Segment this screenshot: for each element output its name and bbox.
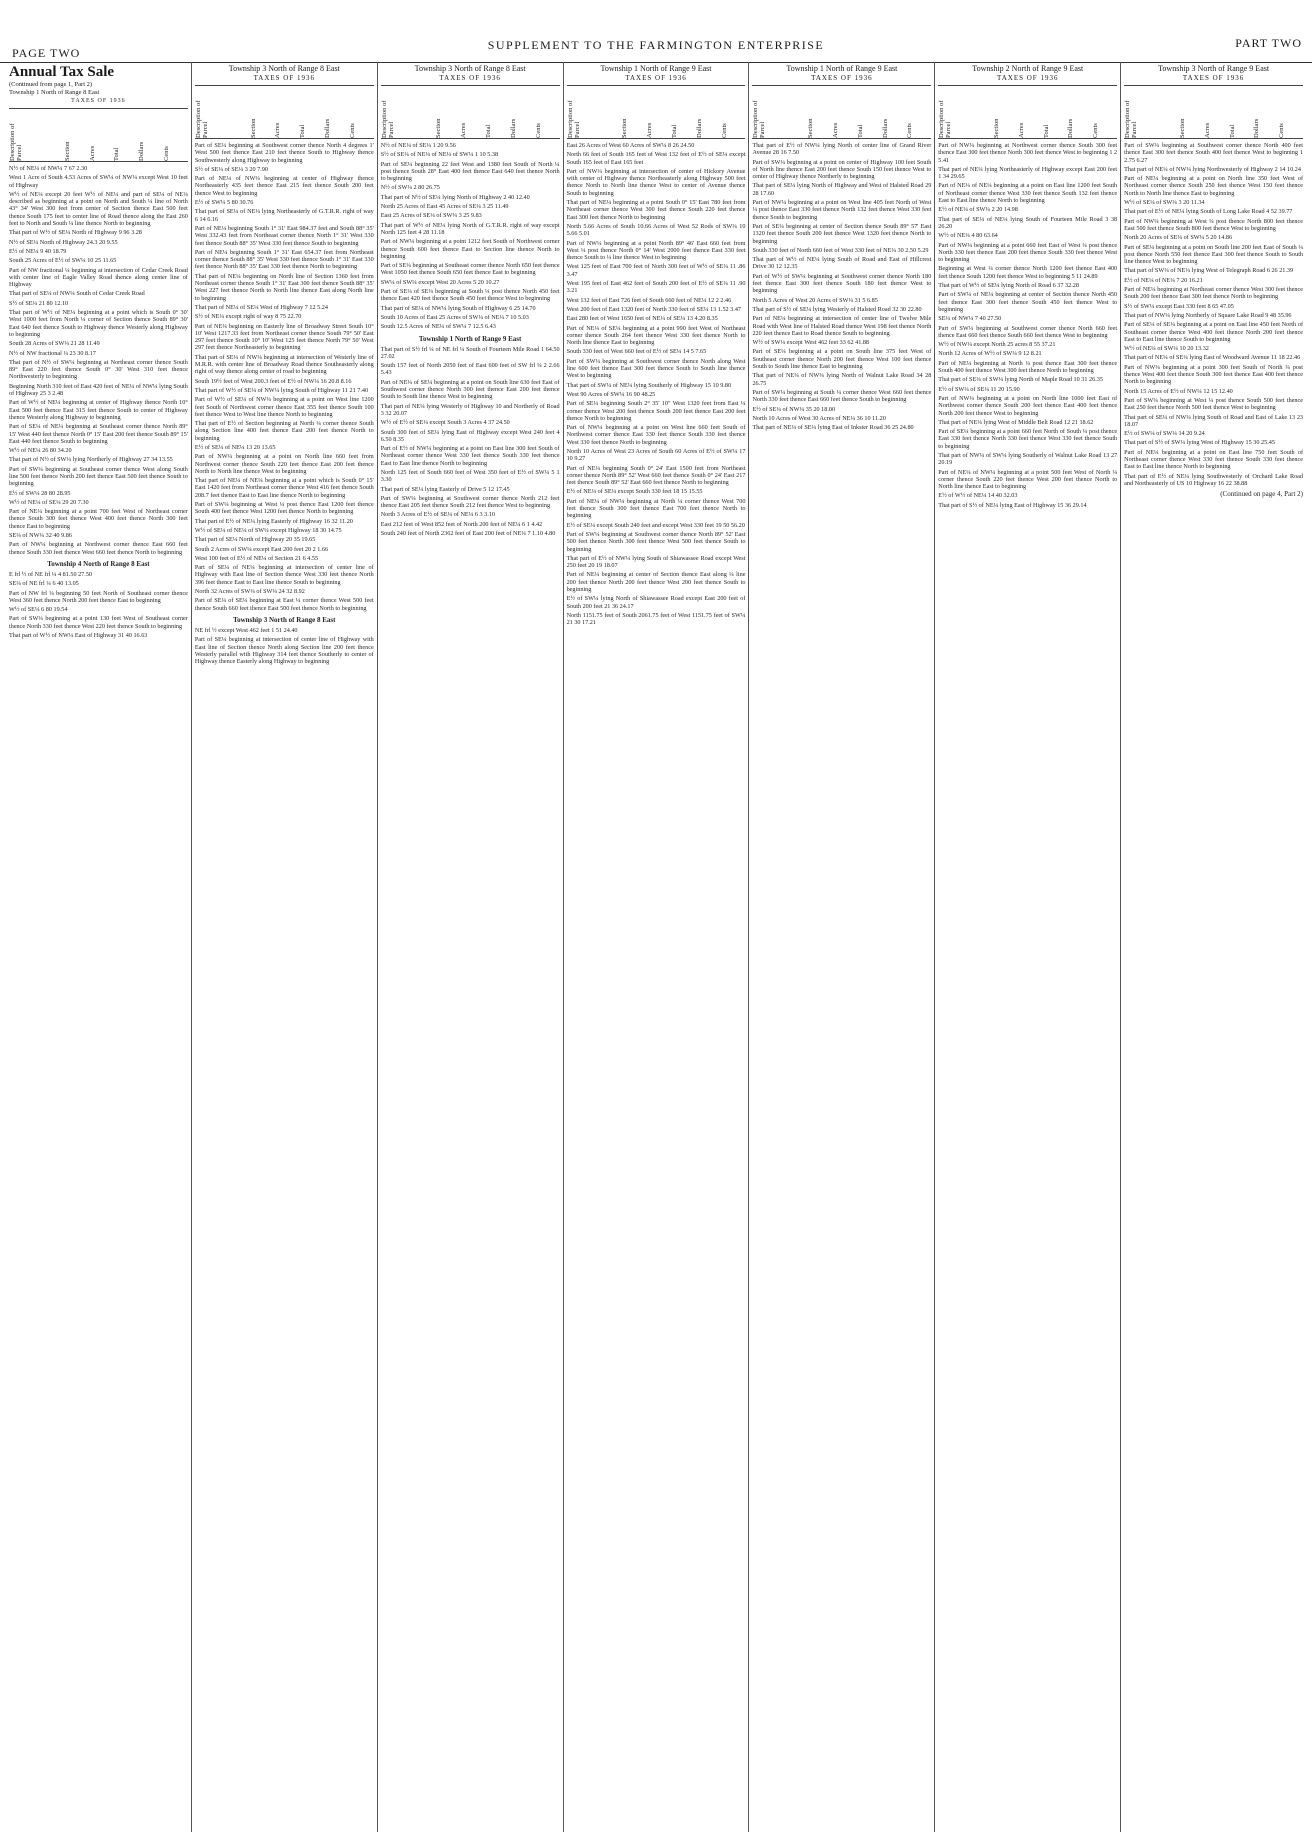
tax-listing-entry: Part of SW¼ beginning at a point 130 feet West of Southeast corner thence North 330 feet thence West 220 feet thence South to beginning — [9, 615, 188, 630]
tax-listing-entry: North 125 feet of South 660 feet of West 350 feet of E½ of SW¼ 5 1 3.30 — [380, 468, 560, 484]
section-header: Section — [621, 118, 629, 138]
tax-listing-entry: North 10 Acres of West 23 Acres of South 60 Acres of E½ of SW¼ 17 10 9.27 — [566, 447, 746, 463]
description-header: Description of Parcel — [752, 100, 767, 138]
tax-listing-entry: That part of NE¼ beginning at a point South 0° 15' East 780 feet from Northeast corner thence West 300 feet thence South 220 feet thence East 300 feet thence North to beginning — [566, 199, 746, 221]
total-header: Total — [856, 124, 864, 138]
tax-listing-entry: E½ of SW¼ of SW¼ 14 20 9.24 — [1124, 430, 1205, 438]
page-number-label: PAGE TWO — [12, 46, 81, 60]
tax-listing-entry: Part of SW¼ beginning at Southwest corner thence North along West line 600 feet thence East 300 feet thence South to South line thence West to beginning — [566, 357, 746, 380]
masthead-continued: (Continued from page 1, Part 2) — [9, 81, 93, 88]
tax-listing-entry: S½ of SW¼ except East 330 feet 8 65 47.05 — [1124, 302, 1234, 310]
tax-column-3 — [378, 62, 564, 1832]
tax-listing-entry: South 12.5 Acres of NE¼ of SW¼ 7 12.5 6.43 — [380, 323, 496, 331]
column-taxes-year: TAXES OF 1936 — [253, 74, 316, 82]
tax-listing-entry: Part of W½ of SW¼ beginning at Southwest corner thence North 180 feet thence East 300 feet thence South 180 feet thence West to beginning — [752, 272, 932, 295]
tax-listing-entry: Part of E½ of NW¼ beginning at a point on East line 300 feet South of Northeast corner thence West 330 feet thence South 330 feet thence East to East line thence North to beginning — [380, 445, 560, 467]
tax-listing-entry: W½ of SE¼ of NE¼ of SW¼ except Highway 18 30 14.75 — [194, 526, 342, 534]
cents-header: Cents — [1278, 123, 1286, 138]
column-heading: Township 3 North of Range 8 East — [414, 64, 526, 73]
tax-listing-entry: That part of SE¼ of NW¼ lying South of Road and East of Lake 13 23 18.07 — [1124, 413, 1304, 428]
tax-listing-entry: That part of N½ of SW¼ beginning at Northeast corner thence South 89° East 220 feet thence South 0° 30' West 310 feet thence Northwesterly to beginning — [9, 358, 188, 381]
description-header: Description of Parcel — [194, 100, 209, 138]
tax-listing-entry: That part of NE¼ of NW¼ lying North of Walnut Lake Road 34 28 26.75 — [752, 372, 932, 387]
tax-listing-entry: SE¼ of NE frl ¼ 6 40 13.05 — [9, 580, 79, 588]
section-header: Section — [807, 118, 815, 138]
cents-header: Cents — [534, 123, 542, 138]
tax-listing-entry: That part of E½ of Section beginning at North ¼ corner thence South along Section line 400 feet thence East 200 feet thence North to beginning — [194, 420, 374, 442]
tax-listing-entry: Part of NW fractional ¼ beginning at intersection of Cedar Creek Road with center line of Eagle Valley Road thence along center line of Highway — [9, 266, 188, 289]
tax-listing-entry: Part of NE¼ of NW¼ beginning at a point 500 feet West of North ¼ corner thence South 220 feet thence West 200 feet thence North to North line thence East to beginning — [938, 468, 1118, 491]
column-taxes-year: TAXES OF 1936 — [625, 74, 687, 82]
tax-column-2 — [192, 62, 378, 1832]
tax-listing-entry: That part of NW¼ lying Northerly of Square Lake Road 9 48 35.96 — [1124, 311, 1292, 319]
tax-listing-entry: That part of W½ of SE¼ of NW¼ lying South of Highway 11 21 7.40 — [194, 386, 369, 394]
tax-listing-entry: North 5.66 Acres of South 10.66 Acres of West 52 Rods of SW¼ 10 5.66 5.01 — [566, 222, 746, 238]
tax-listing-entry: S½ of SE¼ of NE¼ of NE¼ of SW¼ 1 10 5.38 — [380, 151, 499, 159]
tax-listing-entry: Part of SW¼ beginning at a point on center of Highway 100 feet South of North line thence East 200 feet thence South 150 feet thence West to center of Highway thence Northerly to beginning — [752, 158, 932, 181]
tax-listing-entry: Part of NW¼ beginning at a point on North line 660 feet from Northwest corner thence South 220 feet thence East 200 feet thence North to North line thence West to beginning — [194, 453, 374, 475]
tax-listing-entry: W½ of SE¼ 6 80 19.54 — [9, 606, 68, 614]
tax-listing-entry: That part of SE¼ of SW¼ lying North of Maple Road 10 31 26.35 — [938, 376, 1103, 384]
tax-listing-entry: West 195 feet of East 462 feet of South 200 feet of E½ of SE¼ 11 .90 3.21 — [566, 280, 746, 295]
tax-listing-entry: Part of SE¼ beginning at a point on South line 200 feet East of South ¼ post thence North 550 feet thence East 300 feet thence South to South line thence West to beginning — [1124, 243, 1304, 266]
dollars-header: Dollars — [695, 118, 703, 138]
tax-listing-entry: Part of NE¼ of NE¼ beginning at a point on East line 1200 feet South of Northeast corner thence West 330 feet thence South 132 feet thence East to East line thence North to beginning — [938, 182, 1118, 205]
tax-listing-entry: Part of NW¼ beginning at a point 660 feet East of West ¼ post thence North 330 feet thence East 200 feet thence South 330 feet thence West to beginning — [938, 241, 1118, 264]
tax-listing-entry: W½ of E½ of SE¼ except South 3 Acres 4 37 24.50 — [380, 419, 510, 427]
tax-listing-entry: Part of SE¼ beginning at Southeast corner thence North 650 feet thence West 1050 feet thence South 650 feet thence East to beginning — [380, 262, 560, 277]
tax-listing-entry: East 212 feet of West 852 feet of North 200 feet of NE¼ 6 1 4.42 — [380, 520, 543, 528]
tax-column-5 — [749, 62, 935, 1832]
tax-listing-entry: Part of NE¼ beginning on Easterly line of Broadway Street South 10° 10' West 1217.33 feet from Northeast corner thence South 79° 50' East 297 feet thence South 10° 10' West 125 feet thence North 79° 50' West 297 feet thence Northeasterly to beginning — [194, 322, 374, 352]
tax-listing-entry: SW¼ of SW¼ except West 20 Acres 5 20 10.27 — [380, 278, 500, 286]
tax-listing-entry: Part of NE¼ beginning South 1° 31' East 984.37 feet and South 88° 35' West 332.43 feet from Northeast corner thence North 1° 31' West 330 feet thence South 88° 35' West 330 feet thence South to beginning — [194, 224, 374, 247]
tax-listing-entry: That part of SE¼ of NW¼ beginning at intersection of Westerly line of M.R.R. with center line of Broadway Road thence Southeasterly along right of way thence along center of road to beginning — [194, 353, 374, 376]
tax-listing-entry: Part of SE¼ beginning at center of Section thence South 89° 57' East 1320 feet thence South 200 feet thence West 1320 feet thence North to beginning — [752, 222, 932, 245]
tax-listing-entry: N½ of SW¼ 2 80 26.75 — [380, 184, 440, 192]
tax-listing-entry: That part of N½ of SW¼ lying Northerly of Highway 27 34 13.55 — [9, 456, 173, 464]
dollars-header: Dollars — [1067, 118, 1075, 138]
tax-listing-entry: Part of NW frl ¼ beginning 50 feet North of Southeast corner thence West 360 feet thence North 200 feet thence East to beginning — [9, 589, 188, 604]
acres-header: Acres — [460, 122, 468, 138]
column-heading: Township 1 North of Range 9 East — [600, 64, 712, 73]
tax-listing-entry: That part of NE¼ of SE¼ West of Highway 7 12 5.24 — [194, 303, 328, 311]
tax-listing-entry: That part of NE¼ of SE¼ lying East of Inkster Road 36 25 24.80 — [752, 424, 914, 432]
tax-listing-entry: Part of NW¼ beginning at a point on North line 1000 feet East of Northwest corner thence South 200 feet thence East 400 feet thence North 200 feet thence West to beginning — [938, 394, 1118, 417]
column-header-row — [9, 108, 188, 162]
dollars-header: Dollars — [138, 141, 146, 161]
column-header-row — [1124, 85, 1303, 139]
tax-listing-entry: That part of NE¼ lying Northeasterly of Highway except East 200 feet 1 34 29.65 — [938, 165, 1118, 181]
tax-listing-entry: North 20 Acres of SE¼ of SW¼ 5 20 14.86 — [1124, 234, 1233, 242]
tax-listing-entry: NE frl ½ except West 462 feet 1 51 24.40 — [194, 626, 298, 634]
tax-listing-entry: E½ of SE¼ of NW¼ 35 20 18.00 — [752, 405, 836, 413]
description-header: Description of Parcel — [1124, 100, 1139, 138]
tax-listing-entry: North 25 Acres of East 45 Acres of SE¼ 3 25 11.49 — [380, 203, 509, 211]
tax-listing-entry: That part of SE¼ lying North of Highway and West of Halsted Road 29 28 17.60 — [752, 182, 932, 197]
column-heading: Township 3 North of Range 9 East — [1158, 64, 1270, 73]
tax-listing-entry: Part of SE¼ of SE¼ beginning at South ¼ post thence North 450 feet thence East 420 feet thence South 450 feet thence West to beginning — [380, 288, 560, 303]
column-taxes-year: TAXES OF 1936 — [439, 74, 501, 82]
tax-listing-entry: Beginning North 310 feet of East 420 feet of NE¼ of NW¼ lying South of Highway 25 3 2.48 — [9, 382, 188, 398]
tax-listing-entry: Part of SE¼ of SE¼ beginning at East ¼ corner thence West 500 feet thence South 660 feet thence East 500 feet thence North to beginning — [194, 597, 374, 612]
tax-listing-entry: E½ of SW¼ 28 80 28.95 — [9, 489, 71, 497]
column-header-row — [752, 85, 931, 139]
column-header-row — [381, 85, 560, 139]
tax-listing-entry: S½ of SE¼ 21 80 12.10 — [9, 299, 69, 307]
township-subheading: Township 1 North of Range 9 East — [418, 334, 522, 343]
tax-listing-entry: That part of W½ of NE¼ lying North of G.T.R.R. right of way except North 125 feet 4 28 11.18 — [380, 221, 560, 236]
tax-listing-entry: That part of NE¼ of NE¼ beginning at a point which is South 0° 15' East 1420 feet from Northeast corner thence West 416 feet thence South 208.7 feet thence East to East line thence North to beginning — [194, 477, 374, 499]
tax-listing-entry: Part of NE¼ of NW¼ beginning at North ¼ corner thence West 700 feet thence South 300 feet thence East 700 feet thence North to beginning — [566, 497, 746, 520]
tax-listing-entry: Part of NW¼ beginning at West ¼ post thence North 800 feet thence East 500 feet thence South 800 feet thence West to beginning — [1124, 217, 1304, 232]
tax-listing-entry: North 1151.75 feet of South 2061.75 feet of West 1151.75 feet of SW¼ 21 30 17.21 — [566, 611, 746, 627]
tax-listing-entry: Part of NE¼ of NW¼ beginning at center of Highway thence Northeasterly 435 feet thence East 215 feet thence South 200 feet thence West to beginning — [194, 175, 374, 197]
page-header — [0, 0, 1312, 63]
tax-listing-entry: West 90 Acres of SW¼ 16 90 48.25 — [566, 390, 656, 398]
tax-listing-entry: Part of NE¼ of SE¼ beginning at a point 990 feet West of Northeast corner thence South 264 feet thence West 330 feet thence North to North line thence East to beginning — [566, 324, 746, 347]
tax-listing-entry: South 330 feet of North 660 feet of West 330 feet of NE¼ 30 2.50 5.29 — [752, 246, 929, 254]
listing-body — [381, 142, 560, 537]
tax-listing-entry: Part of SE¼ of SE¼ beginning at a point on East line 450 feet North of Southeast corner thence West 400 feet thence North 200 feet thence East to East line thence South to beginning — [1124, 321, 1304, 343]
tax-listing-entry: That part of S½ of NE¼ lying East of Highway 15 36 29.14 — [938, 501, 1087, 509]
tax-listing-entry: Part of SE¼ beginning at a point 660 feet North of South ¼ post thence East 330 feet thence North 330 feet thence West 330 feet thence South to beginning — [938, 428, 1118, 450]
tax-listing-entry: West 100 feet of E½ of NE¼ of Section 21 6 4.55 — [194, 554, 319, 562]
tax-listing-entry: Part of NE¼ beginning at Northeast corner thence West 300 feet thence South 200 feet thence East 300 feet thence North to beginning — [1124, 286, 1304, 301]
tax-listing-entry: North 12 Acres of W½ of SW¼ 9 12 8.21 — [938, 350, 1042, 358]
tax-listing-entry: That part of W½ of SE¼ North of Highway 9 96 3.28 — [9, 229, 142, 237]
description-header: Description of Parcel — [9, 123, 23, 161]
tax-listing-entry: That part of N½ of SE¼ lying North of Highway 2 40 12.40 — [380, 193, 530, 201]
tax-listing-entry: That part of NE¼ of NW¼ lying Northwesterly of Highway 2 14 10.24 — [1124, 165, 1301, 173]
tax-listing-entry: E½ of SW¼ lying North of Shiawassee Road except East 200 feet of South 200 feet 21 36 24.17 — [566, 595, 746, 610]
column-heading: Township 1 North of Range 9 East — [786, 64, 898, 73]
tax-listing-entry: W½ of NE¼ 26 80 34.20 — [9, 447, 72, 455]
tax-listing-entry: That part of SW¼ of NE¼ lying West of Telegraph Road 6 26 21.39 — [1124, 267, 1294, 275]
tax-listing-entry: Part of SE¼ of NE¼ beginning at Southeast corner thence North 89° 15' West 440 feet thence North 0° 15' East 200 feet thence South 89° 15' East 440 feet thence South to beginning — [9, 423, 188, 445]
tax-listing-entry: South 25 Acres of E½ of SW¼ 10 25 11.65 — [9, 257, 117, 265]
tax-listing-entry: That part of SE¼ of NE¼ lying South of Fourteen Mile Road 3 38 26.20 — [938, 215, 1118, 230]
tax-listing-entry: S½ of NE¼ except right of way 8 75 22.70 — [194, 313, 302, 321]
tax-listing-entry: E½ of NE¼ of SE¼ except South 330 feet 18 15 15.55 — [566, 488, 703, 496]
column-taxes-year: TAXES OF 1936 — [997, 74, 1059, 82]
listing-body — [938, 142, 1117, 509]
tax-listing-entry: W½ of SW¼ except West 462 feet 33 62 41.88 — [752, 339, 870, 347]
section-header: Section — [992, 118, 1000, 138]
tax-listing-entry: That part of NE¼ beginning on North line of Section 1360 feet from Northeast corner thence South 1° 31' East 300 feet thence South 88° 35' West 227 feet thence North to North line thence East along North line to beginning — [194, 272, 374, 302]
tax-listing-entry: That part of S½ of SE¼ lying Westerly of Halsted Road 32 30 22.80 — [752, 305, 922, 313]
masthead-taxes-year: TAXES OF 1936 — [71, 98, 126, 104]
tax-column-7 — [1121, 62, 1306, 1832]
tax-listing-entry: That part of E½ of NE¼ lying South of Long Lake Road 4 52 39.77 — [1124, 208, 1293, 216]
tax-listing-entry: Beginning at West ¼ corner thence North 1200 feet thence East 400 feet thence South 1200 feet thence West to beginning 5 11 24.89 — [938, 265, 1118, 280]
total-header: Total — [299, 124, 307, 138]
tax-listing-entry: E½ of SW¼ of SE¼ 11 20 15.90 — [938, 385, 1020, 393]
tax-column-6 — [935, 62, 1121, 1832]
tax-listing-entry: Part of NW¼ beginning at Northwest corner thence East 660 feet thence South 330 feet thence West 660 feet thence North to beginning — [9, 541, 188, 556]
section-header: Section — [1178, 118, 1186, 138]
township-subheading: Township 3 North of Range 8 East — [233, 615, 336, 624]
tax-listing-entry: North 32 Acres of SW¼ of SW¼ 24 32 8.92 — [194, 588, 305, 596]
tax-listing-entry: Part of NW¼ beginning at a point 300 feet South of North ¼ post thence West 400 feet thence South 300 feet thence East 400 feet thence North to beginning — [1124, 363, 1304, 386]
tax-listing-entry: South 28 Acres of SW¼ 21 28 11.49 — [9, 340, 100, 348]
section-header: Section — [435, 118, 443, 138]
acres-header: Acres — [1203, 122, 1211, 138]
tax-listing-entry: Part of SW¼ beginning at Southwest corner thence North 89° 52' East 500 feet thence North 300 feet thence West 500 feet thence South to beginning — [566, 530, 746, 553]
tax-listing-entry: E frl ½ of NE frl ¼ 4 81.50 27.50 — [9, 570, 93, 578]
part-label: PART TWO — [1235, 36, 1302, 50]
description-header: Description of Parcel — [380, 100, 395, 138]
tax-listing-entry: Part of NE¼ beginning at a point 700 feet West of Northeast corner thence South 300 feet thence West 400 feet thence North 300 feet thence East to beginning — [9, 508, 188, 530]
tax-listing-entry: South 300 feet of SE¼ lying East of Highway except West 240 feet 4 6.50 8.35 — [380, 428, 560, 443]
tax-listing-entry: Part of SE¼ beginning 22 feet West and 1380 feet South of North ¼ post thence South 28° East 400 feet thence East 640 feet thence North to beginning — [380, 160, 560, 183]
tax-listing-entry: N½ of NW fractional ¼ 23 30 8.17 — [9, 349, 96, 357]
dollars-header: Dollars — [509, 118, 517, 138]
tax-listing-entry: E½ of W½ of NE¼ 14 40 32.03 — [938, 492, 1018, 500]
tax-listing-entry: West 1 Acre of South 4.53 Acres of SW¼ of NW¼ except West 10 feet of Highway — [9, 174, 188, 189]
dollars-header: Dollars — [1253, 118, 1261, 138]
column-taxes-year: TAXES OF 1936 — [811, 74, 873, 82]
township-subheading: Township 4 North of Range 8 East — [47, 559, 150, 568]
total-header: Total — [1228, 124, 1236, 138]
acres-header: Acres — [274, 122, 282, 138]
tax-listing-entry: East 280 feet of West 1650 feet of NE¼ of SE¼ 13 4.20 8.35 — [566, 315, 718, 323]
cents-header: Cents — [720, 123, 728, 138]
tax-listing-entry: That part of SE¼ North of Highway 20 35 19.65 — [194, 536, 316, 544]
tax-listing-entry: That part of E½ of NW¼ lying South of Shiawassee Road except West 250 feet 20 19 18.07 — [566, 554, 746, 570]
tax-listing-entry: That part of E½ of NW¼ lying North of center line of Grand River Avenue 28 16 7.50 — [752, 142, 932, 157]
tax-listing-entry: That part of W½ of NW¼ East of Highway 31 40 16.63 — [9, 632, 148, 640]
tax-listing-entry: N½ of SE¼ North of Highway 24.3 20 9.55 — [9, 238, 118, 246]
listing-body — [752, 142, 931, 431]
column-heading: Township 3 North of Range 8 East — [228, 64, 340, 73]
cents-header: Cents — [163, 146, 171, 161]
tax-listing-entry: W½ of SE¼ of SW¼ 3 20 11.34 — [1124, 199, 1205, 207]
tax-listing-entry: Part of SE¼ beginning South 2° 35' 10" West 1320 feet from East ¼ corner thence West 200 feet thence South 200 feet thence East 200 feet thence North to beginning — [566, 400, 746, 422]
tax-listing-entry: Part of NE¼ beginning at intersection of center line of Twelve Mile Road with West line of Halsted Road thence West 198 feet thence North 220 feet thence East to Road thence South to beginning — [752, 315, 932, 337]
tax-listing-entry: That part of SE¼ lying Easterly of Drive 5 12 17.45 — [380, 485, 510, 493]
tax-listing-entry: That part of S½ of SW¼ lying West of Highway 15 30 25.45 — [1124, 439, 1275, 447]
tax-listing-entry: Part of SW¼ beginning at South ¼ corner thence West 660 feet thence North 330 feet thence East 660 feet thence South to beginning — [752, 388, 932, 404]
tax-listing-entry: Part of NE¼ of SE¼ beginning at a point on South line 630 feet East of Southwest corner thence North 300 feet thence East 200 feet thence South to South line thence West to beginning — [380, 378, 560, 401]
tax-listing-entry: E½ of SE¼ of NE¼ 13 20 13.65 — [194, 443, 276, 451]
tax-listing-entry: N½ of NE¼ of NW¼ 7 67 2.30 — [9, 165, 88, 172]
tax-listing-entry: SE¼ of NW¼ 7 40 27.50 — [938, 315, 1002, 323]
column-taxes-year: TAXES OF 1936 — [1182, 74, 1245, 82]
tax-column-1 — [6, 62, 192, 1832]
listing-body — [195, 142, 374, 665]
total-header: Total — [670, 124, 678, 138]
description-header: Description of Parcel — [566, 100, 581, 138]
tax-listing-entry: West 132 feet of East 726 feet of South 660 feet of NE¼ 12 2 2.46 — [566, 296, 732, 304]
column-header-row — [195, 85, 374, 139]
listing-body — [1124, 142, 1303, 498]
acres-header: Acres — [831, 122, 839, 138]
tax-listing-entry: East 25 Acres of SE¼ of SW¼ 3 25 9.83 — [380, 212, 482, 220]
tax-listing-entry: Part of SW¼ beginning at Southwest corner thence North 212 feet thence East 205 feet thence South 212 feet thence West to beginning — [380, 494, 560, 510]
tax-listing-entry: North 66 feet of South 165 feet of West 132 feet of E½ of SE¼ except South 165 feet of East 165 feet — [566, 151, 746, 166]
tax-listing-entry: North 10 Acres of West 30 Acres of NE¼ 36 10 11.20 — [752, 414, 886, 422]
tax-listing-entry: South 330 feet of West 660 feet of E½ of SE¼ 14 5 7.65 — [566, 348, 707, 356]
tax-listing-entry: That part of E½ of NE¼ lying Southwesterly of Orchard Lake Road and Northeasterly of US 10 Highway 16 22 38.88 — [1124, 472, 1304, 487]
tax-listing-entry: Part of NE¼ beginning South 0° 24' East 1500 feet from Northeast corner thence North 89° 52' West 660 feet thence South 0° 24' East 217 feet thence South 89° 52' East 660 feet thence North to beginning — [566, 464, 746, 487]
total-header: Total — [485, 124, 493, 138]
cents-header: Cents — [906, 123, 914, 138]
tax-listing-entry: Part of SE¼ of NE¼ beginning at intersection of center line of Highway with East line of Section thence West 330 feet thence North 396 feet thence East to East line thence South to beginning — [194, 564, 374, 586]
column-header-row — [938, 85, 1117, 139]
tax-listing-entry: N½ of NE¼ of SE¼ 1 20 9.56 — [380, 142, 456, 149]
tax-listing-entry: Part of SW¼ of NE¼ beginning at center of Section thence North 450 feet thence East 300 feet thence South 450 feet thence West to beginning — [938, 291, 1118, 313]
column-heading: Township 2 North of Range 9 East — [972, 64, 1084, 73]
tax-listing-entry: Part of W½ of NE¼ beginning at center of Highway thence North 10° East 500 feet thence East 315 feet thence South to center of Highway thence Westerly along Highway to beginning — [9, 399, 188, 421]
tax-listing-entry: Part of NW¼ beginning at intersection of center of Hickory Avenue with center of Highway thence Northeasterly along Highway 500 feet thence North to North line thence West to center of Avenue thence South to beginning — [566, 167, 746, 197]
tax-listing-entry: That part of NE¼ of SE¼ lying East of Woodward Avenue 11 18 22.46 — [1124, 354, 1301, 362]
tax-listing-entry: That part of NE¼ lying Westerly of Highway 10 and Northerly of Road 3 32 20.07 — [380, 402, 560, 417]
tax-listing-entry: South 240 feet of North 2362 feet of East 200 feet of NE¼ 7 1.10 4.80 — [380, 530, 556, 538]
total-header: Total — [113, 147, 121, 161]
tax-listing-entry: Part of SW¼ beginning at Southwest corner thence North 400 feet thence East 300 feet thence South 400 feet thence West to beginning 1 2.75 6.27 — [1124, 142, 1304, 164]
tax-listing-entry: E½ of NE¼ of SW¼ 2 20 14.98 — [938, 206, 1018, 214]
tax-listing-entry: That part of SE¼ of NE¼ lying Northeasterly of G.T.R.R. right of way 6 14 6.16 — [194, 208, 374, 223]
acres-header: Acres — [88, 145, 96, 161]
cents-header: Cents — [1092, 123, 1100, 138]
tax-listing-entry: North 5 Acres of West 20 Acres of SW¼ 31 5 6.85 — [752, 296, 878, 304]
total-header: Total — [1042, 124, 1050, 138]
tax-listing-entry: E½ of SE¼ except South 240 feet and except West 330 feet 19 50 56.20 — [566, 521, 745, 529]
tax-listing-entry: Part of NW¼ beginning at Northwest corner thence South 300 feet thence East 300 feet thence North 300 feet thence West to beginning 1 2 5.41 — [938, 142, 1118, 164]
tax-listing-entry: Part of NE¼ beginning at a point on East line 750 feet South of Northeast corner thence West 330 feet thence South 330 feet thence East to East line thence North to beginning — [1124, 448, 1304, 471]
newspaper-columns — [6, 62, 1306, 1832]
tax-listing-entry: W½ of NE¼ except 20 feet W½ of NE¼ and part of SE¼ of NE¼ described as beginning at a point on North and South ¼ line of North 43° 34' West 300 feet from center of Section thence East 500 feet thence South 175 feet to center line of Road thence along the East 260 feet to North and South ¼ line thence North to beginning — [9, 190, 188, 228]
acres-header: Acres — [1017, 122, 1025, 138]
listing-body — [567, 142, 746, 627]
masthead-title: Annual Tax Sale — [9, 64, 115, 80]
tax-listing-entry: Part of W½ of SE¼ of NW¼ beginning at a point on West line 1200 feet South of Northwest corner thence East 355 feet thence South 100 feet thence West to West line thence North to beginning — [194, 396, 374, 418]
masthead-township: Township 1 North of Range 8 East — [9, 89, 100, 96]
tax-listing-entry: W½ of NE¼ 4 80 63.64 — [938, 232, 998, 240]
continued-note: (Continued on page 4, Part 2) — [1220, 490, 1304, 499]
tax-listing-entry: Part of SE¼ beginning at a point on South line 375 feet West of Southeast corner thence North 200 feet thence West 100 feet thence South to South line thence East to beginning — [752, 348, 932, 371]
section-header: Section — [63, 141, 71, 161]
newspaper-title: SUPPLEMENT TO THE FARMINGTON ENTERPRISE — [487, 38, 825, 52]
tax-listing-entry: Part of SE¼ beginning at intersection of center line of Highway with East line of Section thence North along Section line 200 feet thence Westerly parallel with Highway 314 feet thence Southerly to center of Highway thence Easterly along Highway to beginning — [194, 636, 374, 666]
tax-listing-entry: North 15 Acres of E½ of NW¼ 12 15 12.40 — [1124, 387, 1233, 395]
acres-header: Acres — [646, 122, 654, 138]
listing-body — [9, 165, 188, 639]
tax-listing-entry: Part of SW¼ beginning at Southwest corner thence North 660 feet thence East 660 feet thence South 660 feet thence West to beginning — [938, 324, 1118, 339]
tax-listing-entry: East 26 Acres of West 60 Acres of SW¼ 8 26 24.50 — [566, 142, 695, 149]
tax-listing-entry: South 19½ feet of West 200.3 feet of E½ of NW¼ 16 20.8 8.16 — [194, 377, 352, 385]
tax-listing-entry: Part of NW¼ beginning at a point North 89° 46' East 660 feet from West ¼ post thence North 0° 14' West 2000 feet thence East 330 feet thence South to ¼ line thence West to beginning — [566, 239, 746, 262]
description-header: Description of Parcel — [938, 100, 953, 138]
tax-listing-entry: That part of W½ of SE¼ lying North of Road 6 37 32.28 — [938, 282, 1079, 290]
tax-listing-entry: Part of SE¼ beginning at Southwest corner thence North 4 degrees 1' West 500 feet thence East 210 feet thence South to Highway thence Southwesterly along Highway to beginning — [194, 142, 374, 164]
tax-listing-entry: Part of SW¼ beginning at West ¼ post thence East 1200 feet thence South 400 feet thence West 1200 feet thence North to beginning — [194, 501, 374, 516]
tax-listing-entry: W½ of NW¼ except North 25 acres 8 55 37.21 — [938, 341, 1056, 349]
tax-listing-entry: E½ of NE¼ of NE¼ 7 20 16.21 — [1124, 276, 1203, 284]
tax-listing-entry: Part of NE¼ beginning at a point on North line 350 feet West of Northeast corner thence South 250 feet thence West 150 feet thence North to North line thence East to beginning — [1124, 175, 1304, 197]
tax-listing-entry: Part of NW¼ beginning at a point on West line 660 feet South of Northwest corner thence East 330 feet thence South 330 feet thence West 330 feet thence North to beginning — [566, 424, 746, 446]
tax-listing-entry: West 200 feet of East 1320 feet of North 330 feet of SE¼ 13 1.52 3.47 — [566, 305, 742, 313]
column-header-row — [567, 85, 746, 139]
tax-column-4 — [564, 62, 750, 1832]
tax-listing-entry: That part of SW¼ of NE¼ lying Southerly of Highway 15 10 9.80 — [566, 381, 732, 389]
tax-listing-entry: South 2 Acres of SW¼ except East 200 feet 20 2 1.66 — [194, 545, 329, 553]
dollars-header: Dollars — [324, 118, 332, 138]
tax-listing-entry: Part of SW¼ beginning at Southeast corner thence West along South line 500 feet thence North 200 feet thence East 500 feet thence South to beginning — [9, 465, 188, 488]
tax-listing-entry: E½ of SW¼ 5 80 30.76 — [194, 199, 254, 207]
tax-listing-entry: S½ of SE¼ of SE¼ 3 20 7.90 — [194, 165, 268, 173]
tax-listing-entry: That part of W½ of NE¼ beginning at a point which is South 0° 30' West 1000 feet from North ¼ corner of Section thence South 89° 30' East 640 feet thence South to Highway thence Westerly along Highway to beginning — [9, 309, 188, 338]
tax-listing-entry: Part of NE¼ beginning South 1° 31' East 654.37 feet from Northeast corner thence South 88° 35' West 330 feet thence South 1° 31' East 330 feet thence North 88° 35' East 330 feet thence North to beginning — [194, 248, 374, 271]
tax-listing-entry: W½ of NE¼ of SE¼ 29 20 7.30 — [9, 498, 89, 506]
tax-listing-entry: That part of W½ of NE¼ lying South of Road and East of Hillcrest Drive 30 12 12.35 — [752, 256, 932, 271]
tax-listing-entry: South 157 feet of North 2050 feet of East 600 feet of SW frl ¼ 2 2.66 5.43 — [380, 362, 560, 377]
tax-listing-entry: W½ of NE¼ of SW¼ 10 20 13.32 — [1124, 345, 1209, 353]
tax-listing-entry: Part of NW¼ beginning at a point 1212 feet South of Northwest corner thence South 600 feet thence East to Section line thence North to beginning — [380, 238, 560, 260]
tax-listing-entry: That part of SE¼ of NW¼ South of Cedar Creek Road — [9, 290, 145, 298]
tax-listing-entry: That part of NW¼ of SW¼ lying Southerly of Walnut Lake Road 13 27 20.19 — [938, 451, 1118, 467]
dollars-header: Dollars — [881, 118, 889, 138]
tax-listing-entry: Part of NW¼ beginning at a point on West line 405 feet North of West ¼ post thence East 330 feet thence North 132 feet thence West 330 feet thence South to beginning — [752, 199, 932, 221]
tax-listing-entry: West 125 feet of East 700 feet of North 300 feet of W½ of SE¼ 11 .86 3.47 — [566, 263, 746, 278]
tax-listing-entry: South 10 Acres of East 25 Acres of SW¼ of NE¼ 7 10 5.03 — [380, 313, 529, 321]
tax-listing-entry: Part of SW¼ beginning at West ¼ post thence South 500 feet thence East 250 feet thence North 500 feet thence West to beginning — [1124, 396, 1304, 412]
tax-listing-entry: E½ of NE¼ 9 40 18.79 — [9, 247, 67, 255]
tax-listing-entry: Part of NE¼ beginning at center of Section thence East along ¼ line 200 feet thence North 200 feet thence West 200 feet thence South to beginning — [566, 571, 746, 594]
tax-listing-entry: That part of S½ frl ¼ of NE frl ¼ South of Fourteen Mile Road 1 64.50 27.02 — [380, 345, 560, 360]
tax-listing-entry: That part of NE¼ lying West of Middle Belt Road 12 21 18.62 — [938, 418, 1094, 426]
tax-listing-entry: Part of NE¼ beginning at North ¼ post thence East 300 feet thence South 400 feet thence West 300 feet thence North to beginning — [938, 359, 1118, 375]
tax-listing-entry: That part of SE¼ of NW¼ lying South of Highway 6 25 14.70 — [380, 304, 536, 312]
section-header: Section — [249, 118, 257, 138]
tax-listing-entry: SE¼ of NW¼ 32 40 9.86 — [9, 532, 72, 540]
tax-listing-entry: North 3 Acres of E½ of SE¼ of NE¼ 6 3 3.10 — [380, 511, 495, 519]
cents-header: Cents — [348, 123, 356, 138]
tax-listing-entry: That part of E½ of NE¼ lying Easterly of Highway 16 32 11.20 — [194, 517, 353, 525]
